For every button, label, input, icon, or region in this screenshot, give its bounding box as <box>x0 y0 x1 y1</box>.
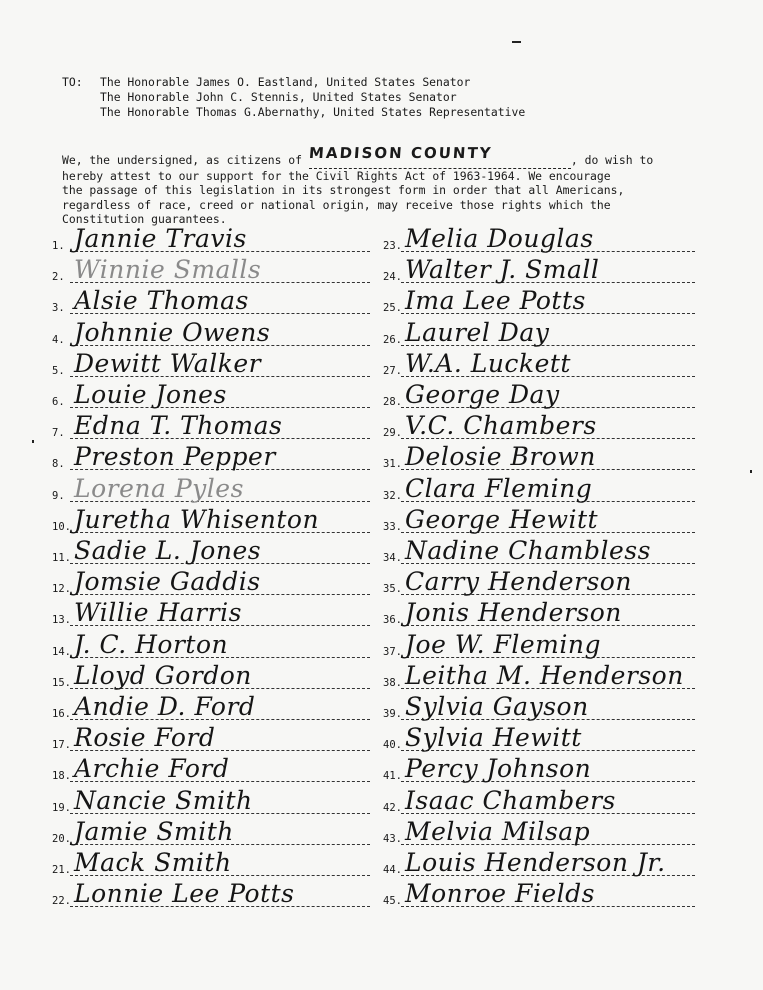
handwritten-signature: Carry Henderson <box>405 567 632 597</box>
signature-row <box>52 504 370 535</box>
handwritten-signature: Melia Douglas <box>405 224 594 253</box>
signature-row <box>52 694 370 722</box>
signature-number: 28. <box>383 396 402 408</box>
signature-row <box>52 850 370 878</box>
signature-number: 2. <box>52 271 65 284</box>
handwritten-signature: Nadine Chambless <box>405 536 651 565</box>
handwritten-signature: Jomsie Gaddis <box>74 567 261 597</box>
signature-number: 15. <box>52 676 71 689</box>
signature-row <box>383 569 695 597</box>
signature-number: 4. <box>52 333 65 346</box>
handwritten-signature: Archie Ford <box>74 754 230 784</box>
petition-line: Constitution guarantees. <box>62 212 227 227</box>
recipient-line: The Honorable Thomas G.Abernathy, United States Representative <box>100 105 526 119</box>
signature-row <box>52 629 370 660</box>
speck-mark <box>512 41 521 43</box>
recipient-line: The Honorable James O. Eastland, United States Senator <box>100 75 471 89</box>
signature-number: 20. <box>52 832 71 845</box>
handwritten-signature: Sylvia Hewitt <box>405 723 582 753</box>
handwritten-signature: Sadie L. Jones <box>74 536 262 565</box>
handwritten-signature: Ima Lee Potts <box>405 286 586 316</box>
handwritten-signature: Lloyd Gordon <box>74 660 252 690</box>
signature-row <box>52 660 370 691</box>
signature-row <box>52 473 370 504</box>
signature-number: 32. <box>383 489 402 502</box>
signature-number: 12. <box>52 583 71 596</box>
signature-number: 24. <box>383 271 402 284</box>
signature-number: 3. <box>52 302 65 315</box>
signature-number: 14. <box>52 645 71 658</box>
signature-row <box>383 785 695 816</box>
handwritten-signature: Monroe Fields <box>405 879 595 909</box>
handwritten-signature: Willie Harris <box>74 598 242 628</box>
signature-row <box>52 785 370 816</box>
petition-line: regardless of race, creed or national origin, may receive those rights which the <box>62 197 611 212</box>
petition-line: hereby attest to our support for the Civil Rights Act of 1963-1964. We encourage <box>62 168 611 183</box>
signature-row <box>383 694 695 722</box>
signature-row <box>383 444 695 472</box>
handwritten-signature: Isaac Chambers <box>405 785 616 815</box>
signature-number: 29. <box>383 427 402 440</box>
signature-number: 25. <box>383 302 402 315</box>
signature-number: 44. <box>383 864 402 876</box>
signature-row <box>52 257 370 285</box>
petition-text <box>62 144 682 227</box>
signature-row <box>383 538 695 566</box>
signature-number: 11. <box>52 552 71 564</box>
petition-text-start: We, the undersigned, as citizens of <box>62 153 303 167</box>
signature-row <box>383 348 695 379</box>
handwritten-signature: Preston Pepper <box>74 442 276 472</box>
signature-row <box>52 881 370 909</box>
signature-number: 37. <box>383 645 402 658</box>
signature-number: 42. <box>383 801 402 814</box>
signature-number: 16. <box>52 708 71 720</box>
signature-row <box>52 348 370 379</box>
signature-number: 1. <box>52 240 65 252</box>
handwritten-signature: Sylvia Gayson <box>405 692 589 721</box>
county-handwritten: MADISON COUNTY <box>308 144 494 162</box>
signature-row <box>383 288 695 316</box>
signature-row <box>383 413 695 441</box>
handwritten-signature: Joe W. Fleming <box>405 629 601 659</box>
signature-row <box>383 725 695 753</box>
handwritten-signature: Melvia Milsap <box>405 816 591 846</box>
handwritten-signature: Laurel Day <box>405 317 550 347</box>
petition-text-end: , do wish to <box>570 153 654 167</box>
signature-row <box>383 850 695 878</box>
handwritten-signature: Lonnie Lee Potts <box>74 879 295 909</box>
handwritten-signature: Andie D. Ford <box>74 692 256 721</box>
handwritten-signature: Jannie Travis <box>74 224 247 253</box>
handwritten-signature: George Hewitt <box>405 504 599 534</box>
signature-row <box>52 600 370 628</box>
signature-row <box>52 538 370 566</box>
signature-number: 34. <box>383 552 402 564</box>
signature-row <box>52 444 370 472</box>
petition-first-line <box>62 144 682 169</box>
speck-mark <box>750 470 752 473</box>
handwritten-signature: Mack Smith <box>74 848 232 877</box>
handwritten-signature: Louis Henderson Jr. <box>405 848 666 877</box>
signature-number: 35. <box>383 583 402 596</box>
signature-row <box>383 504 695 535</box>
handwritten-signature: Walter J. Small <box>405 255 600 285</box>
signature-row <box>383 226 695 254</box>
handwritten-signature: W.A. Luckett <box>405 348 571 378</box>
signature-number: 17. <box>52 739 71 752</box>
signature-number: 27. <box>383 364 402 377</box>
signature-number: 41. <box>383 770 402 783</box>
handwritten-signature: George Day <box>405 380 560 409</box>
signature-row <box>383 317 695 348</box>
signature-row <box>52 816 370 847</box>
signature-row <box>52 382 370 410</box>
handwritten-signature: Jamie Smith <box>74 816 234 846</box>
handwritten-signature: Lorena Pyles <box>74 473 244 503</box>
handwritten-signature: J. C. Horton <box>74 629 229 659</box>
to-label: TO: <box>62 75 83 89</box>
signature-row <box>52 569 370 597</box>
signature-number: 6. <box>52 396 65 408</box>
signature-number: 36. <box>383 614 402 627</box>
signature-row <box>383 600 695 628</box>
handwritten-signature: Clara Fleming <box>405 473 593 503</box>
petition-line: the passage of this legislation in its strongest form in order that all Americans, <box>62 183 625 198</box>
signature-row <box>383 660 695 691</box>
signature-number: 22. <box>52 895 71 908</box>
handwritten-signature: Edna T. Thomas <box>74 411 283 441</box>
signature-row <box>52 756 370 784</box>
signature-row <box>383 257 695 285</box>
signature-number: 43. <box>383 832 402 845</box>
signature-row <box>52 725 370 753</box>
signature-row <box>52 317 370 348</box>
signature-number: 31. <box>383 458 402 471</box>
signature-number: 13. <box>52 614 71 627</box>
signature-number: 5. <box>52 364 65 377</box>
signature-row <box>383 382 695 410</box>
handwritten-signature: Jonis Henderson <box>405 598 622 628</box>
handwritten-signature: Leitha M. Henderson <box>405 660 684 690</box>
handwritten-signature: Rosie Ford <box>74 723 216 753</box>
signature-number: 33. <box>383 520 402 533</box>
signature-row <box>52 413 370 441</box>
signature-number: 18. <box>52 770 71 783</box>
signature-number: 10. <box>52 520 71 533</box>
handwritten-signature: Winnie Smalls <box>74 255 262 285</box>
handwritten-signature: Louie Jones <box>74 380 227 409</box>
signature-row <box>52 288 370 316</box>
signature-row <box>383 816 695 847</box>
speck-mark <box>32 440 34 443</box>
signature-number: 40. <box>383 739 402 752</box>
signature-number: 26. <box>383 333 402 346</box>
signature-row <box>383 881 695 909</box>
signature-number: 45. <box>383 895 402 908</box>
signature-row <box>383 629 695 660</box>
signature-row <box>383 473 695 504</box>
recipient-line: The Honorable John C. Stennis, United States Senator <box>100 90 457 104</box>
handwritten-signature: Juretha Whisenton <box>74 504 320 534</box>
handwritten-signature: Alsie Thomas <box>74 286 249 316</box>
handwritten-signature: Nancie Smith <box>74 785 253 815</box>
signature-number: 9. <box>52 489 65 502</box>
signature-number: 23. <box>383 240 402 252</box>
handwritten-signature: Johnnie Owens <box>74 317 271 347</box>
handwritten-signature: Percy Johnson <box>405 754 592 784</box>
handwritten-signature: V.C. Chambers <box>405 411 597 441</box>
signature-number: 7. <box>52 427 65 440</box>
signature-number: 19. <box>52 801 71 814</box>
signature-number: 39. <box>383 708 402 720</box>
signature-number: 8. <box>52 458 65 471</box>
signature-row <box>52 226 370 254</box>
signature-row <box>383 756 695 784</box>
signature-number: 38. <box>383 676 402 689</box>
handwritten-signature: Dewitt Walker <box>74 348 262 378</box>
handwritten-signature: Delosie Brown <box>405 442 596 472</box>
signature-number: 21. <box>52 864 71 876</box>
county-field <box>308 144 571 169</box>
